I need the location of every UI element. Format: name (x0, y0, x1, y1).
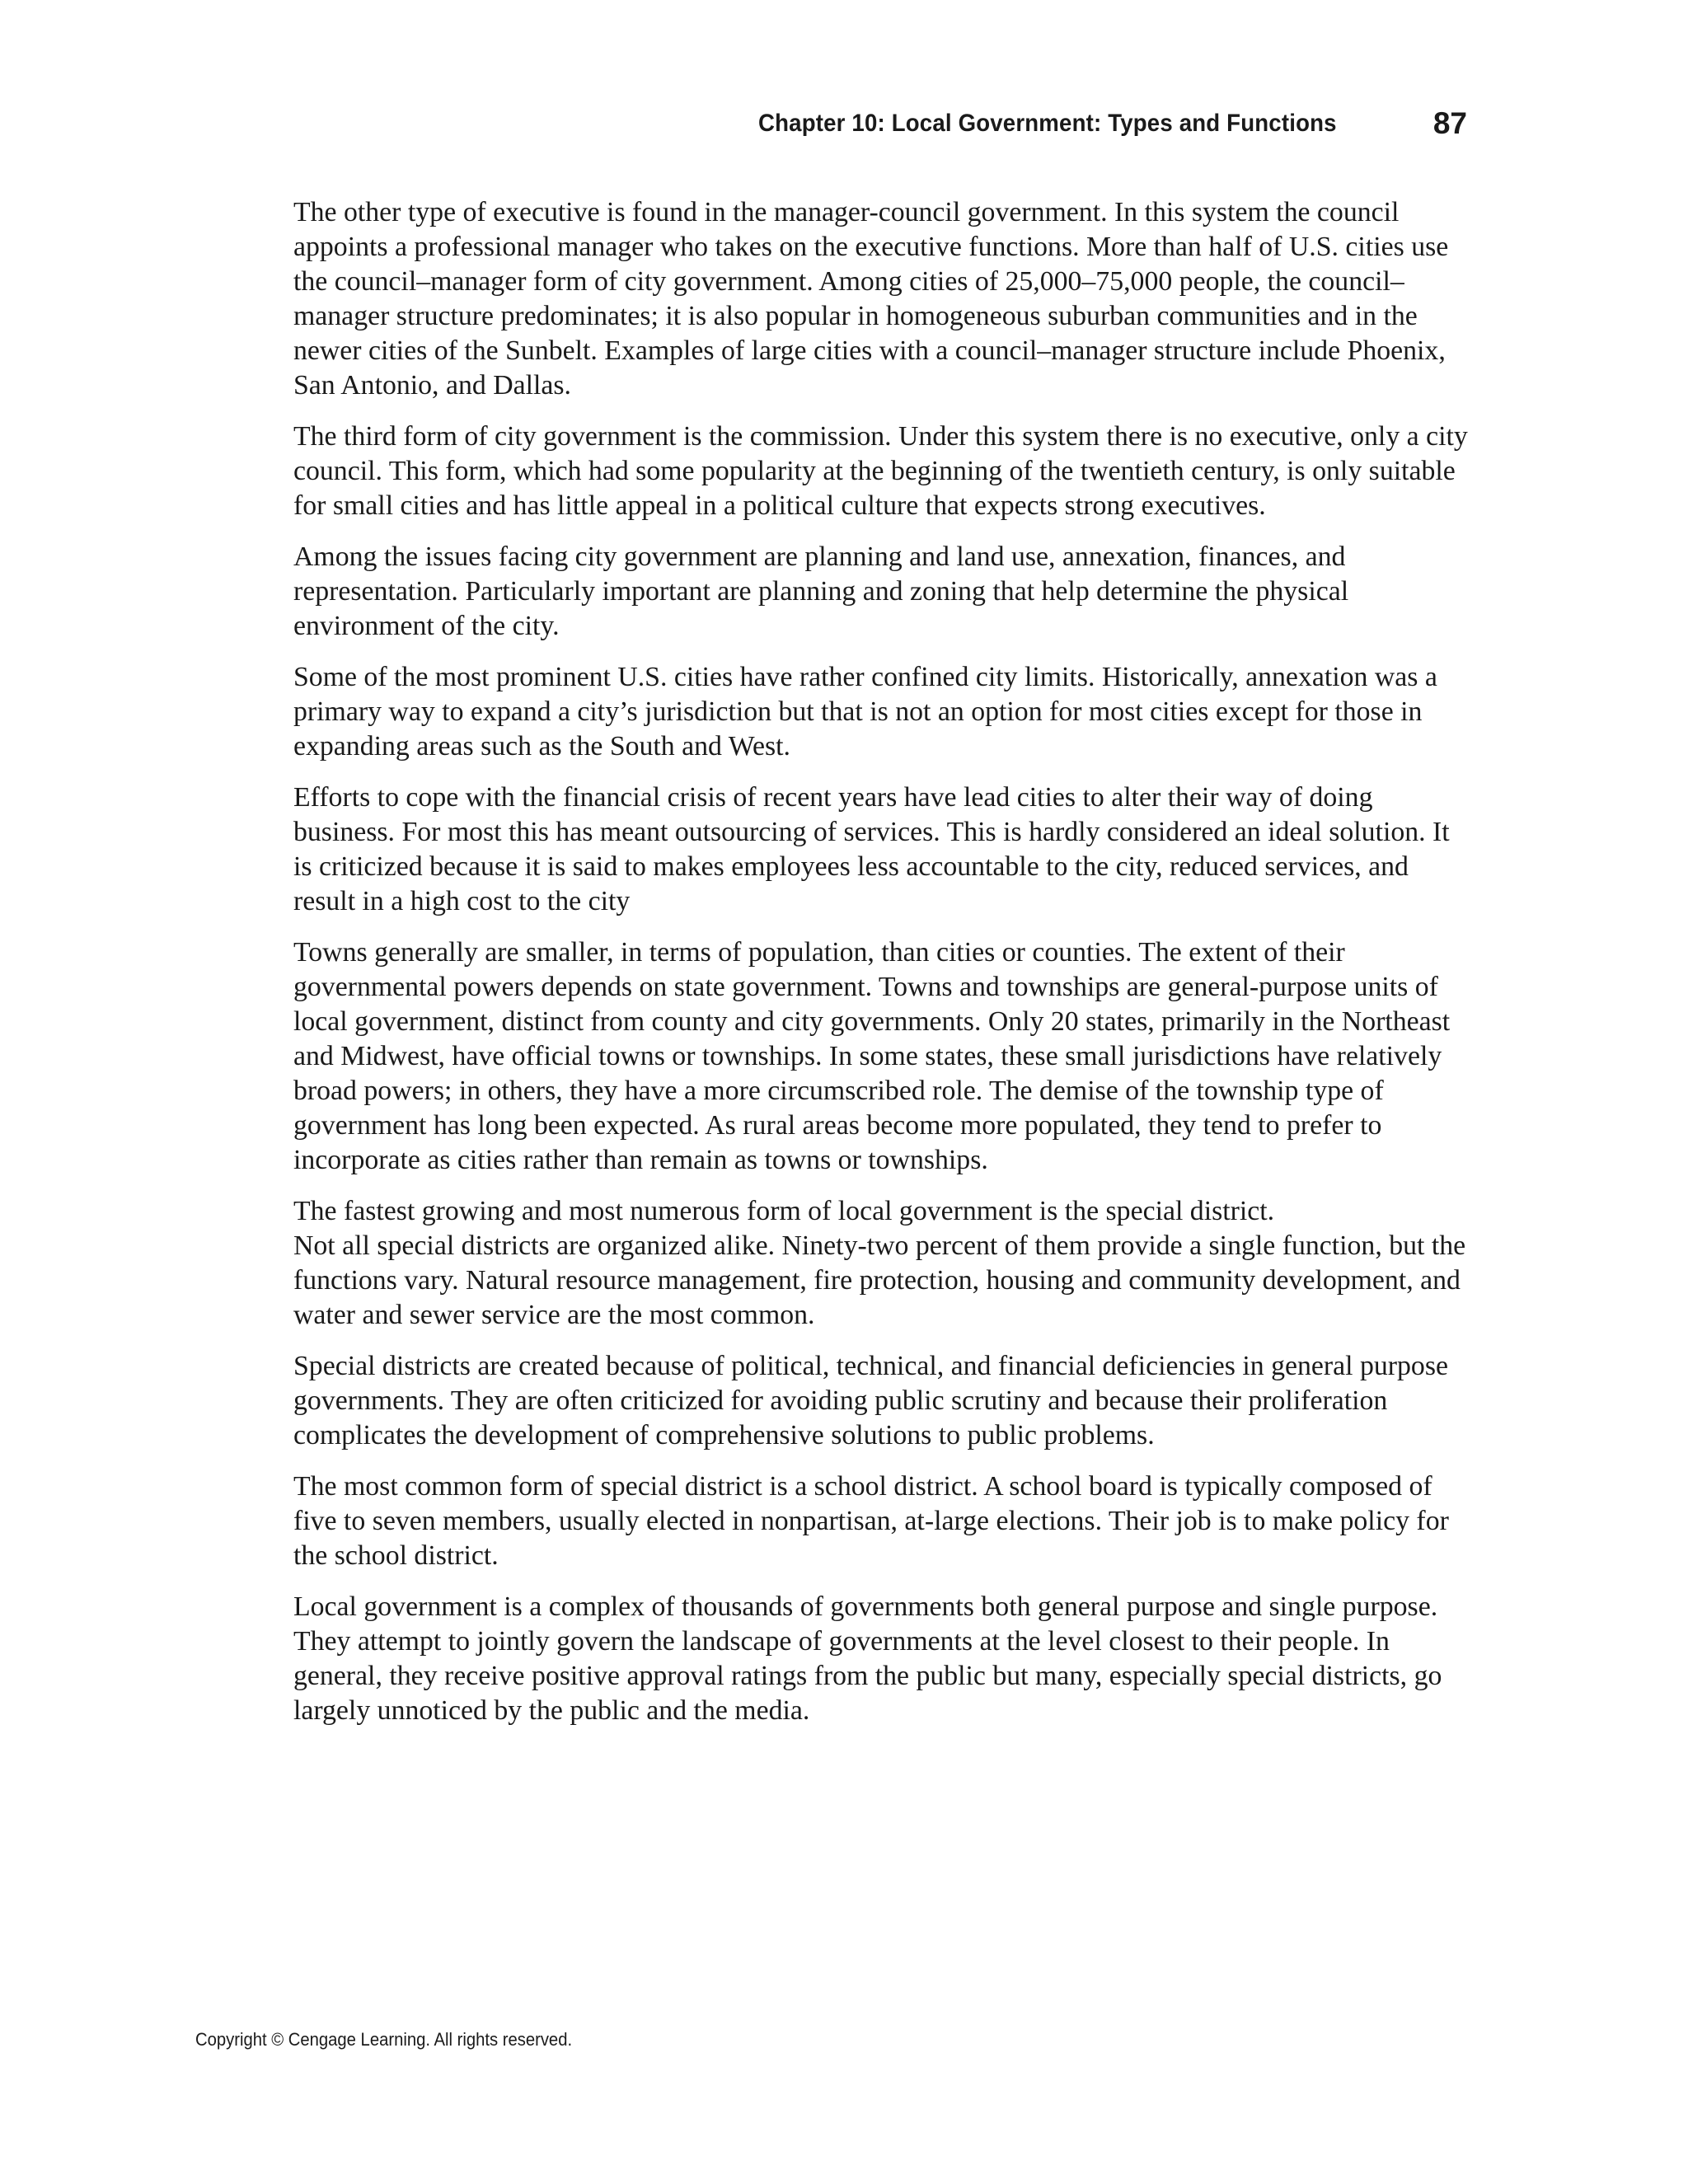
paragraph-school-district: The most common form of special district is a school district. A school board is typically composed of five to seven members, usually elected in nonpartisan, at-large elections. Their job is to make policy for the school district. (293, 1471, 1449, 1571)
paragraph-commission: The third form of city government is the commission. Under this system there is no executive, only a city council. This form, which had some popularity at the beginning of the twentieth century, is only suitable for small cities and has little appeal in a political culture that expects strong executives. (293, 421, 1468, 521)
body-text (293, 195, 1470, 1745)
paragraph-annexation: Some of the most prominent U.S. cities have rather confined city limits. Historically, annexation was a primary way to expand a city’s jurisdiction but that is not an option for most cities except for those in expanding areas such as the South and West. (293, 662, 1437, 762)
paragraph-towns: Towns generally are smaller, in terms of population, than cities or counties. The extent of their governmental powers depends on state government. Towns and townships are general-purpose units of local government, distinct from county and city governments. Only 20 states, primarily in the Northeast and Midwest, have official towns or townships. In some states, these small jurisdictions have relatively broad powers; in others, they have a more circumscribed role. The demise of the township type of government has long been expected. As rural areas become more populated, they tend to prefer to incorporate as cities rather than remain as towns or townships. (293, 937, 1451, 1175)
paragraph-conclusion: Local government is a complex of thousands of governments both general purpose and single purpose. They attempt to jointly govern the landscape of governments at the level closest to their people. In general, they receive positive approval ratings from the public but many, especially special districts, go largely unnoticed by the public and the media. (293, 1591, 1442, 1726)
copyright-footer: Copyright © Cengage Learning. All rights reserved. (195, 2029, 573, 2050)
page-number: 87 (1432, 106, 1467, 140)
paragraph-manager-council: The other type of executive is found in the manager-council government. In this system the council appoints a professional manager who takes on the executive functions. More than half of U.S. cities use the council–manager form of city government. Among cities of 25,000–75,000 people, the council–manager structure predominates; it is also popular in homogeneous suburban communities and in the newer cities of the Sunbelt. Examples of large cities with a council–manager structure include Phoenix, San Antonio, and Dallas. (293, 197, 1449, 401)
paragraph-city-issues: Among the issues facing city government are planning and land use, annexation, finances, and representation. Particularly important are planning and zoning that help determine the physical environment of the city. (293, 541, 1349, 641)
special-district-intro: The fastest growing and most numerous form of local government is the special district. (293, 1196, 1275, 1226)
paragraph-special-district (293, 1194, 1470, 1333)
chapter-title: Chapter 10: Local Government: Types and Functions (758, 110, 1337, 137)
special-district-functions: Not all special districts are organized alike. Ninety-two percent of them provide a single function, but the functions vary. Natural resource management, fire protection, housing and community development, and water and sewer service are the most common. (293, 1230, 1466, 1330)
paragraph-financial-crisis: Efforts to cope with the financial crisis of recent years have lead cities to alter their way of doing business. For most this has meant outsourcing of services. This is hardly considered an ideal solution. It is criticized because it is said to makes employees less accountable to the city, reduced services, and result in a high cost to the city (293, 782, 1450, 916)
paragraph-special-district-reasons: Special districts are created because of political, technical, and financial deficiencies in general purpose governments. They are often criticized for avoiding public scrutiny and because their proliferation complicates the development of comprehensive solutions to public problems. (293, 1351, 1448, 1451)
page-header (758, 99, 1467, 148)
